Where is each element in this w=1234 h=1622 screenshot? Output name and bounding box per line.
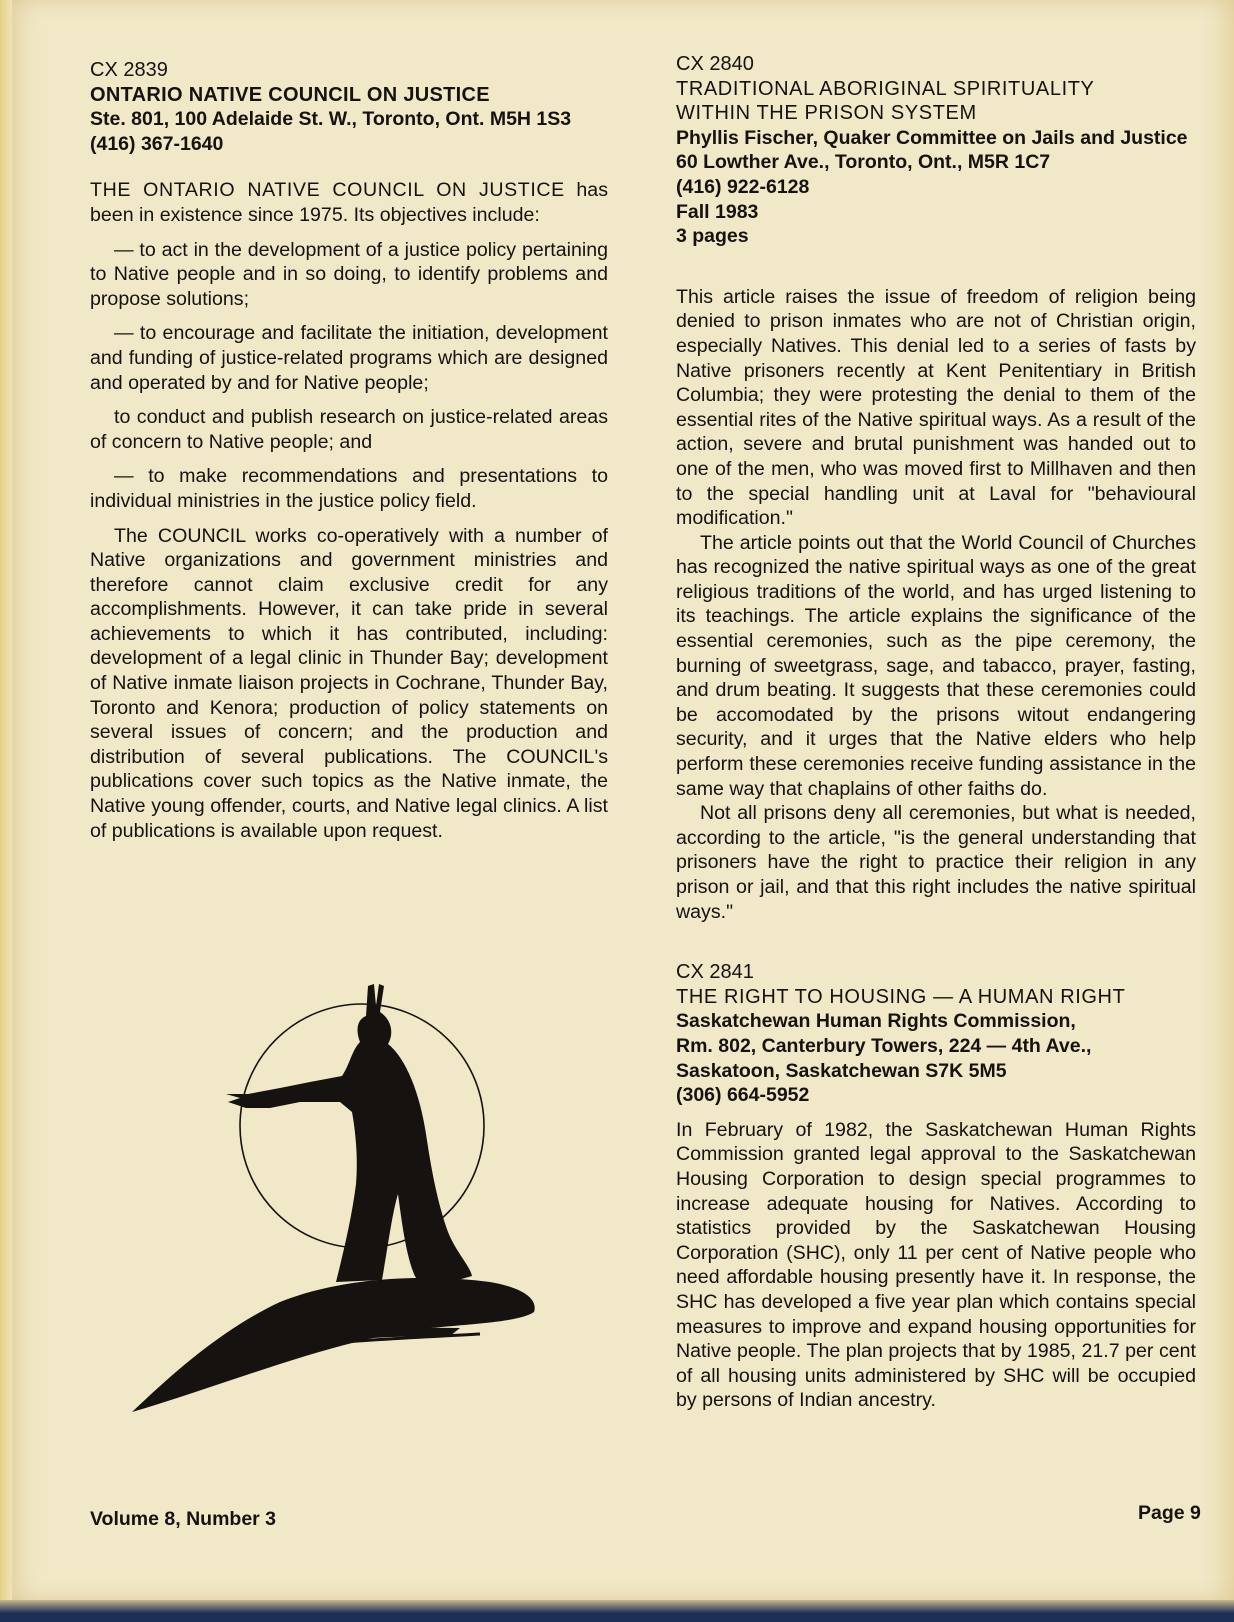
objective-item: — to encourage and facilitate the initiation, development and funding of justice-related programs which are designed and operated by and for Native people;	[90, 322, 608, 394]
entry-paragraph	[90, 178, 608, 227]
entry-paragraph: In February of 1982, the Saskatchewan Human Rights Commission granted legal approval to the Saskatchewan Housing Corporation to design special programmes to increase adequate housing for Natives. According to statistics provided by the Saskatchewan Housing Corporation (SHC), only 11 per cent of Native people who need affordable housing presently have it. In response, the SHC has developed a five year plan which contains special measures to improve and expand housing opportunities for Native people. The plan projects that by 1985, 21.7 per cent of all housing units administered by SHC will be occupied by persons of Indian ancestry.	[676, 1118, 1196, 1412]
entry-paragraph: The COUNCIL works co-operatively with a number of Native organizations and government ministries and therefore cannot claim exclusive credit for any accomplishments. However, it can take pride in several achievements to which it has contributed, including: development of a legal clinic in Thunder Bay; development of Native inmate liaison projects in Cochrane, Thunder Bay, Toronto and Kenora; production of policy statements on several issues of concern; and the production and distribution of several publications. The COUNCIL's publications cover such topics as the Native inmate, the Native young offender, courts, and Native legal clinics. A list of publications is available upon request.	[90, 524, 608, 842]
native-figure-illustration	[130, 984, 610, 1424]
paragraph-lead: THE ONTARIO NATIVE COUNCIL ON JUSTICE	[90, 179, 565, 202]
entry-cx-2841	[676, 960, 1196, 1413]
footer-page-number: Page 9	[1138, 1502, 1201, 1524]
paragraph-text: has been in existence since 1975. Its objectives include:	[90, 179, 608, 226]
entry-title-line-2: WITHIN THE PRISON SYSTEM	[676, 102, 977, 125]
entry-address: Ste. 801, 100 Adelaide St. W., Toronto, Ont. M5H 1S3	[90, 108, 572, 131]
entry-title: TRADITIONAL ABORIGINAL SPIRITUALITY	[676, 77, 1095, 100]
entry-cx-2839	[90, 58, 608, 843]
entry-address-line-2: Saskatoon, Saskatchewan S7K 5M5	[676, 1059, 1007, 1082]
entry-phone: (416) 922-6128	[676, 175, 810, 198]
objective-item: — to act in the development of a justice policy pertaining to Native people and in so doing, to identify problems and propose solutions;	[90, 238, 608, 310]
right-column	[676, 52, 1196, 1413]
entry-paragraph: Not all prisons deny all ceremonies, but what is needed, according to the article, "is the general understanding that prisoners have the right to practice their religion in any prison or jail, and that this right includes the native spiritual ways."	[676, 802, 1196, 923]
entry-code: CX 2841	[676, 961, 754, 984]
entry-code: CX 2840	[676, 53, 754, 75]
entry-address: Rm. 802, Canterbury Towers, 224 — 4th Ave.,	[676, 1034, 1092, 1057]
entry-phone: (416) 367-1640	[90, 132, 224, 155]
entry-cx-2840	[676, 52, 1196, 924]
entry-organization: Saskatchewan Human Rights Commission,	[676, 1010, 1076, 1033]
figure-silhouette	[226, 984, 472, 1288]
entry-title: THE RIGHT TO HOUSING — A HUMAN RIGHT	[676, 985, 1126, 1008]
artist-signature: ~	[486, 1314, 492, 1325]
ground-silhouette	[132, 1278, 535, 1412]
objective-item: — to make recommendations and presentations to individual ministries in the justice policy field.	[90, 465, 608, 512]
entry-author: Phyllis Fischer, Quaker Committee on Jails and Justice	[676, 126, 1188, 149]
entry-address: 60 Lowther Ave., Toronto, Ont., M5R 1C7	[676, 151, 1051, 174]
footer-volume: Volume 8, Number 3	[90, 1508, 277, 1530]
entry-pages: 3 pages	[676, 225, 749, 248]
entry-paragraph: This article raises the issue of freedom of religion being denied to prison inmates who are not of Christian origin, especially Natives. This denial led to a series of fasts by Native prisoners recently at Kent Penitentiary in British Columbia; they were protesting the denial to them of the essential rites of the Native spiritual ways. As a result of the action, severe and brutal punishment was handed out to one of the men, who was moved first to Millhaven and then to the special handling unit at Laval for "behavioural modification."	[676, 285, 1196, 530]
page-backing	[0, 1600, 1234, 1622]
entry-paragraph: The article points out that the World Council of Churches has recognized the native spiritual ways as one of the great religious traditions of the world, and has urged listening to its teachings. The article explains the significance of the essential ceremonies, such as the pipe ceremony, the burning of sweetgrass, sage, and tabacco, prayer, fasting, and drum beating. It suggests that these ceremonies could be accomodated by the prisons witout endangering security, and it urges that the Native elders who help perform these ceremonies receive funding assistance in the same way that chaplains of other faiths do.	[676, 531, 1196, 800]
entry-code: CX 2839	[90, 59, 168, 81]
page-edge	[0, 0, 12, 1600]
entry-date: Fall 1983	[676, 200, 759, 223]
entry-title: ONTARIO NATIVE COUNCIL ON JUSTICE	[90, 83, 490, 106]
left-column	[90, 58, 608, 843]
objective-item: to conduct and publish research on justice-related areas of concern to Native people; and	[90, 406, 608, 453]
entry-phone: (306) 664-5952	[676, 1084, 810, 1107]
